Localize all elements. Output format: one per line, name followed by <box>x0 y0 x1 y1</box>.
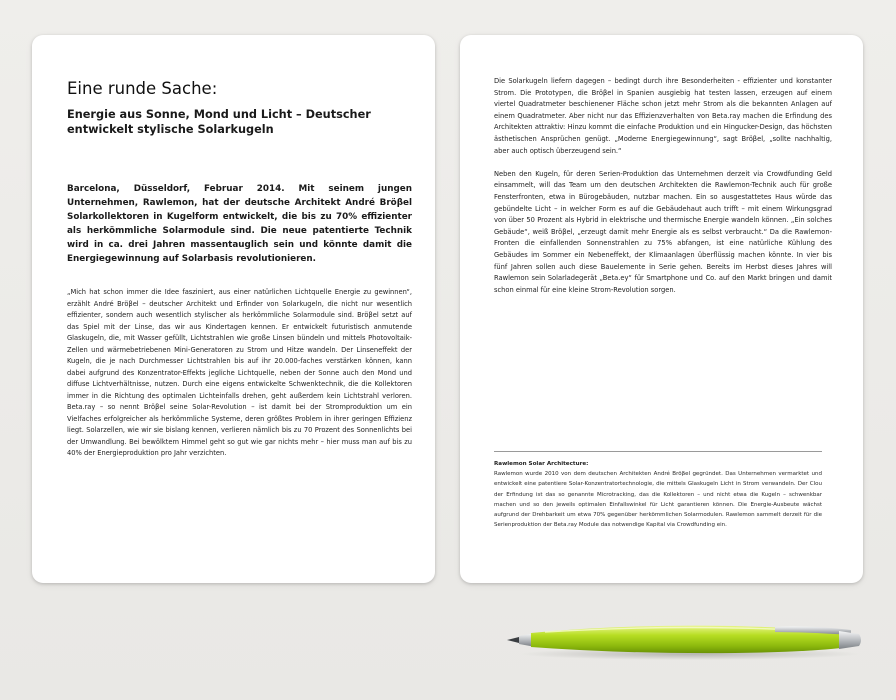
body-paragraph-right-1: Die Solarkugeln liefern dagegen – bedingt durch ihre Besonderheiten - effizienter und konstanter Strom. Die Prototypen, die Bröβel in Spanien ausgiebig hat testen lassen, erzeugen auf einem viertel Quadratmeter beschienener Fläche schon jetzt mehr Strom als die bekannten Anlagen auf einem Quadratmeter. Aber nicht nur das Effizienzverhalten von Beta.ray machen die Erfindung des Architekten attraktiv: Hinzu kommt die einfache Produktion und ein Hingucker-Design, das höchsten ästhetischen Ansprüchen genügt. „Moderne Energiegewinnung“, sagt Bröβel, „sollte nachhaltig, aber auch optisch überzeugend sein.“ <box>494 77 832 155</box>
divider-line <box>494 451 822 452</box>
page-right <box>460 35 863 583</box>
headline: Eine runde Sache: <box>67 79 218 98</box>
page-left <box>32 35 435 583</box>
boilerplate-title: Rawlemon Solar Architecture: <box>494 461 589 467</box>
lead-paragraph: Barcelona, Düsseldorf, Februar 2014. Mit seinem jungen Unternehmen, Rawlemon, hat der deutsche Architekt André Bröβel Solarkollektoren in Kugelform entwickelt, die bis zu 70% effizienter als herkömmliche Solarmodule sind. Die neue patentierte Technik wird in ca. drei Jahren massentauglich sein und könnte damit die Energiegewinnung auf Solarbasis revolutionieren. <box>67 184 412 264</box>
body-text-right <box>494 76 832 308</box>
ballpoint-pen-icon <box>505 618 865 662</box>
subheadline: Energie aus Sonne, Mond und Licht – Deutscher entwickelt stylische Solarkugeln <box>67 108 371 136</box>
boilerplate-text: Rawlemon wurde 2010 von dem deutschen Architekten André Bröβel gegründet. Das Unternehmen vermarktet und entwickelt eine patentiere Solar-Konzentratortechnologie, die mittels Glaskugeln Licht in Strom verwandeln. Der Clou der Erfindung ist das so genannte Microtracking, das die Kollektoren – und nicht etwa die Kugeln – schwenkbar machen und so den jeweils optimalen Einfallswinkel für Licht garantieren können. Die Energie-Ausbeute wächst aufgrund der Drehbarkeit um etwa 70% gegenüber herkömmlichen Solarmodulen. Rawlemon sammelt derzeit für die Serienproduktion der Beta.ray Module das notwendige Kapital via Crowdfunding ein. <box>494 471 822 529</box>
company-boilerplate <box>494 459 822 530</box>
body-paragraph-left: „Mich hat schon immer die Idee fasziniert, aus einer natürlichen Lichtquelle Energie zu gewinnen“, erzählt André Bröβel – deutscher Architekt und Erfinder von Solarkugeln, die nicht nur wesentlich effizienter, sondern auch wesentlich stylischer als herkömmliche Solarmodule sind. Bröβel setzt auf das Spiel mit der Linse, das wir aus Kindertagen kennen. Er entwickelt futuristisch anmutende Glaskugeln, die, mit Wasser gefüllt, Lichtstrahlen wie große Linsen bündeln und mittels Photovoltaik-Zellen und wärmebetriebenen Mini-Generatoren zu Strom und Hitze wandeln. Der Linseneffekt der Kugeln, die je nach Durchmesser Lichtstrahlen bis auf ihr 20.000-faches verstärken können, kann dabei aufgrund des Konzentrator-Effekts jegliche Lichtquelle, neben der Sonne auch den Mond und diffuse Lichtverhältnisse, nutzen. Durch eine eigens entwickelte Schwenktechnik, die die Kollektoren immer in die Richtung des optimalen Lichteinfalls drehen, geht außerdem kein Lichtstrahl verloren. Beta.ray – so nennt Bröβel seine Solar-Revolution – ist damit bei der Stromproduktion um ein Vielfaches erfolgreicher als herkömmliche Systeme, deren größtes Problem in ihrer geringen Effizienz liegt. Solarzellen, wie wir sie bislang kennen, verlieren nämlich bis zu 70 Prozent des Sonnenlichts bei der Umwandlung. Bei bewölktem Himmel geht so gut wie gar nichts mehr – hier muss man auf bis zu 40% der Energieproduktion pro Jahr verzichten. <box>67 288 412 457</box>
body-paragraph-right-2: Neben den Kugeln, für deren Serien-Produktion das Unternehmen derzeit via Crowdfunding Geld einsammelt, will das Team um den deutschen Architekten die Rawlemon-Technik auch für große Fensterfronten, etwa in Bürogebäuden, nutzbar machen. Ein so ausgestattetes Haus würde das gebündelte Licht – in welcher Form es auf die Gebäudehaut auch trifft – mit einem Wirkungsgrad von über 50 Prozent als Hybrid in elektrische und thermische Energie wandeln können. „Ein solches Gebäude“, weiß Bröβel, „erzeugt damit mehr Energie als es selbst verbraucht.“ Da die Rawlemon-Fronten die einfallenden Sonnenstrahlen zu 75% abfangen, ist eine natürliche Kühlung des Gebäudes im Sommer ein Nebeneffekt, der Klimaanlagen überflüssig machen könnte. In vier bis fünf Jahren sollen auch diese Bauelemente in Serie gehen. Bereits im Herbst dieses Jahres will Rawlemon sein Solarladegerät „Beta.ey“ für Smartphone und Co. auf den Markt bringen und damit schon einmal für eine kleine Strom-Revolution sorgen. <box>494 169 832 294</box>
